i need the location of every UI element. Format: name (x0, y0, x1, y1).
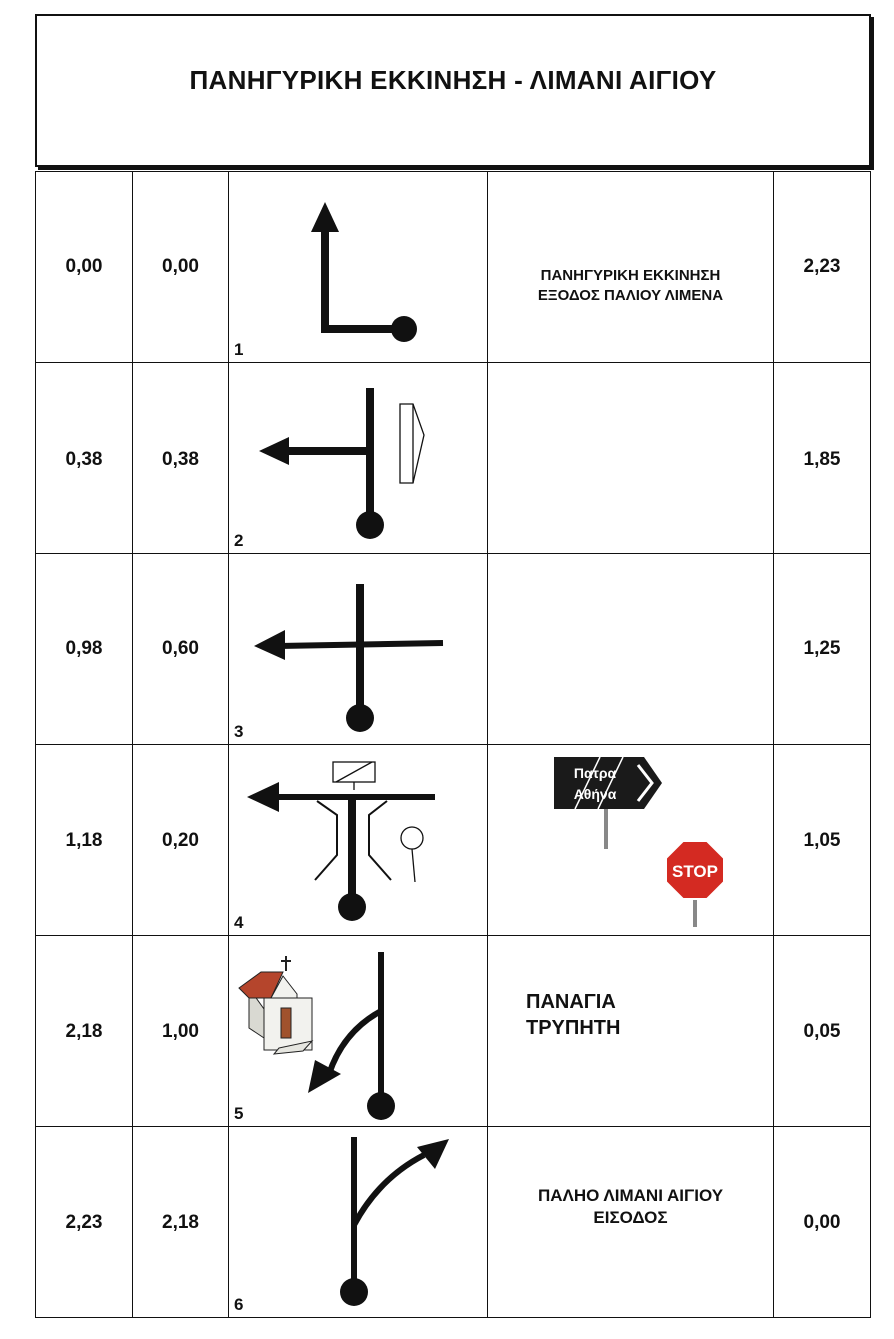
cell-partial-distance (132, 745, 228, 935)
cell-partial-distance (132, 554, 228, 744)
title-box (35, 14, 871, 167)
cell-description (487, 554, 773, 744)
total-distance: 1,18 (65, 830, 103, 851)
step-number: 6 (234, 1295, 244, 1314)
cell-description (487, 363, 773, 553)
cell-partial-distance (132, 1127, 228, 1317)
remaining-distance: 1,85 (803, 449, 841, 470)
tulip-diagram-t-left (229, 363, 488, 553)
church-icon (239, 956, 312, 1054)
table-row (35, 1127, 871, 1318)
cell-total-distance (35, 936, 132, 1126)
remaining-distance: 1,25 (803, 638, 841, 659)
step-number: 3 (234, 722, 244, 741)
step-number: 5 (234, 1104, 244, 1123)
cell-description (487, 1127, 773, 1317)
cell-remaining-distance (773, 1127, 871, 1317)
cell-remaining-distance (773, 936, 871, 1126)
cell-diagram (228, 1127, 487, 1317)
cell-diagram (228, 936, 487, 1126)
description-line: ΠΑΛΗΟ ΛΙΜΑΝΙ ΑΙΓΙΟΥ (537, 1186, 724, 1205)
remaining-distance: 0,00 (803, 1212, 841, 1233)
description-line: ΠΑΝΗΓΥΡΙΚΗ ΕΚΚΙΝΗΣΗ (540, 267, 721, 284)
cell-total-distance (35, 1127, 132, 1317)
sign-text-athina: Αθήνα (573, 786, 617, 802)
table-row (35, 745, 871, 936)
description-line: ΕΙΣΟΔΟΣ (593, 1208, 668, 1228)
description (488, 266, 773, 305)
stop-text: STOP (672, 862, 718, 881)
tulip-diagram-crossroads (229, 554, 488, 744)
description-line: ΕΞΟΔΟΣ ΠΑΛΙΟΥ ΛΙΜΕΝΑ (537, 286, 724, 304)
cell-remaining-distance (773, 363, 871, 553)
remaining-distance: 1,05 (803, 830, 841, 851)
total-distance: 2,18 (65, 1021, 103, 1042)
partial-distance: 1,00 (162, 1021, 199, 1042)
cell-total-distance (35, 172, 132, 362)
cell-description (487, 172, 773, 362)
cell-diagram (228, 172, 487, 362)
table-row (35, 363, 871, 554)
cell-description (487, 745, 773, 935)
step-number: 4 (234, 913, 244, 932)
cell-diagram (228, 363, 487, 553)
roadbook-table (35, 171, 871, 1318)
cell-diagram (228, 554, 487, 744)
step-number: 2 (234, 531, 244, 550)
partial-distance: 2,18 (162, 1212, 199, 1233)
description-line: ΤΡΥΠΗΤΗ (526, 1017, 621, 1039)
cell-total-distance (35, 554, 132, 744)
cell-remaining-distance (773, 554, 871, 744)
cell-diagram (228, 745, 487, 935)
page-title: ΠΑΝΗΓΥΡΙΚΗ ΕΚΚΙΝΗΣΗ - ΛΙΜΑΝΙ ΑΙΓΙΟΥ (189, 65, 717, 95)
remaining-distance: 0,05 (803, 1021, 841, 1042)
step-number: 1 (234, 340, 244, 359)
cell-partial-distance (132, 172, 228, 362)
tulip-diagram-fork-right (229, 1127, 488, 1317)
cell-partial-distance (132, 363, 228, 553)
tulip-diagram-turn (229, 172, 488, 362)
cell-total-distance (35, 363, 132, 553)
description (488, 1185, 773, 1229)
cell-partial-distance (132, 936, 228, 1126)
total-distance: 0,98 (65, 638, 103, 659)
total-distance: 0,00 (65, 256, 103, 277)
partial-distance: 0,00 (162, 256, 199, 277)
description-line: ΠΑΝΑΓΙΑ (526, 991, 616, 1013)
tulip-diagram-t-junction (229, 745, 488, 935)
table-row (35, 171, 871, 363)
total-distance: 0,38 (65, 449, 103, 470)
description (526, 989, 620, 1041)
cell-remaining-distance (773, 172, 871, 362)
cell-remaining-distance (773, 745, 871, 935)
road-signs (488, 745, 774, 935)
total-distance: 2,23 (65, 1212, 103, 1233)
sign-text-patra: Πατρα (573, 765, 617, 781)
partial-distance: 0,60 (162, 638, 199, 659)
table-row (35, 936, 871, 1127)
partial-distance: 0,20 (162, 830, 199, 851)
partial-distance: 0,38 (162, 449, 199, 470)
remaining-distance: 2,23 (803, 256, 841, 277)
tulip-diagram-fork-left (229, 936, 488, 1126)
cell-total-distance (35, 745, 132, 935)
cell-description (487, 936, 773, 1126)
table-row (35, 554, 871, 745)
